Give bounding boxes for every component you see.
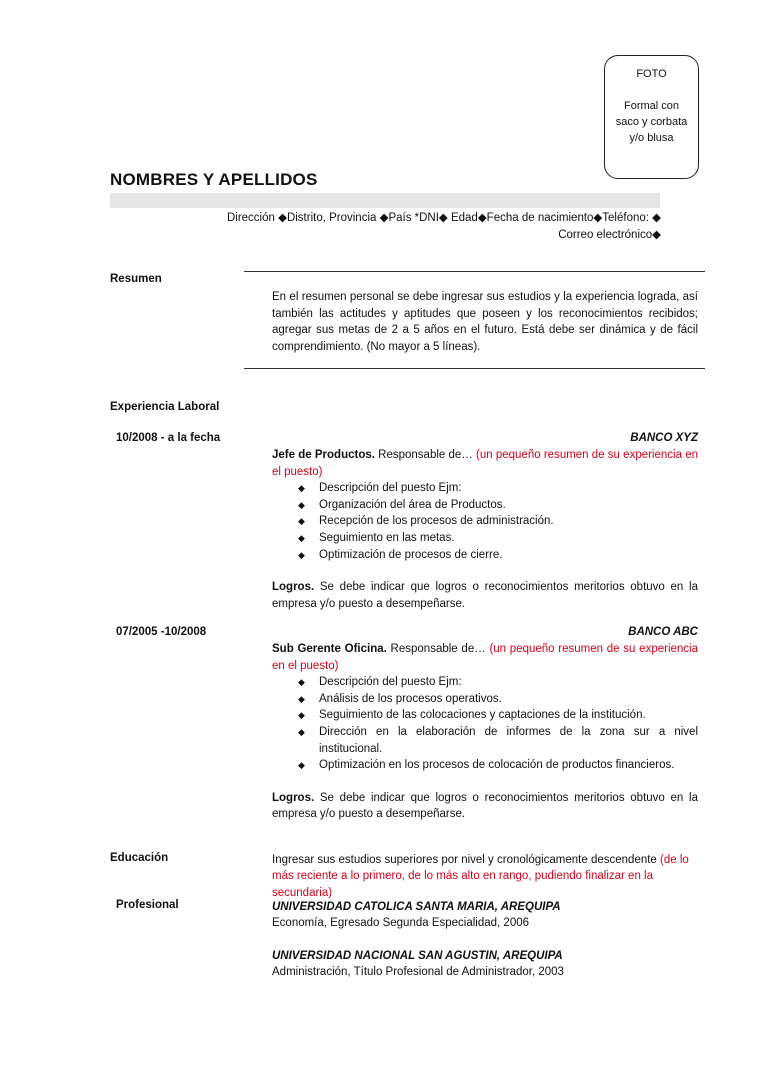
job-1-achievements: Logros. Se debe indicar que logros o reconocimientos meritorios obtuvo en la empresa y/o puesto a desempeñarse. (272, 581, 698, 610)
summary-text: En el resumen personal se debe ingresar sus estudios y la experiencia lograda, así también las actitudes y aptitudes que poseen y los reconocimientos recibidos; agregar sus metas de 2 a 5 años en el futuro. Está debe ser dinámica y de fácil comprendimiento. (No mayor a 5 líneas). (272, 291, 698, 353)
experience-label: Experiencia Laboral (110, 401, 220, 413)
list-item: ◆ Dirección en la elaboración de informes de la zona sur a nivel institucional. (298, 725, 698, 755)
list-item: ◆ Optimización en los procesos de colocación de productos financieros. (272, 757, 698, 774)
diamond-bullet-icon: ◆ (298, 710, 305, 721)
diamond-bullet-icon: ◆ (298, 499, 305, 510)
job-2-achievements-label: Logros. (272, 791, 315, 804)
summary-label: Resumen (110, 273, 162, 285)
education-2-degree: Administración, Título Profesional de Administrador, 2003 (272, 966, 564, 979)
photo-title: FOTO (636, 68, 667, 80)
job-1-responsible: Responsable de… (374, 449, 477, 461)
list-item: ◆ Seguimiento de las colocaciones y captaciones de la institución. (272, 707, 698, 724)
education-2-institution: UNIVERSIDAD NACIONAL SAN AGUSTIN, AREQUIPA (272, 949, 563, 962)
list-item: ◆ Recepción de los procesos de administración. (272, 513, 698, 530)
contact-line-1: Dirección ◆Distrito, Provincia ◆País *DNI◆ Edad◆Fecha de nacimiento◆Teléfono: ◆ (226, 212, 661, 224)
list-item: ◆ Seguimiento en las metas. (272, 530, 698, 547)
job-2-heading (272, 641, 698, 674)
list-item: ◆ Descripción del puesto Ejm: (272, 674, 698, 691)
diamond-bullet-icon: ◆ (298, 516, 305, 527)
job-1-title: Jefe de Productos. (272, 449, 375, 461)
list-item: ◆ Descripción del puesto Ejm: (272, 480, 698, 497)
list-item: ◆ Análisis de los procesos operativos. (272, 691, 698, 708)
job-2-dates: 07/2005 -10/2008 (116, 626, 207, 638)
job-2-company: BANCO ABC (628, 626, 698, 638)
full-name: NOMBRES Y APELLIDOS (110, 170, 318, 189)
diamond-bullet-icon: ◆ (298, 760, 305, 771)
job-2-title: Sub Gerente Oficina. (272, 643, 387, 655)
job-1-company: BANCO XYZ (630, 432, 698, 444)
contact-line-2: Correo electrónico◆ (558, 229, 661, 241)
education-sublabel: Profesional (116, 899, 179, 911)
list-item: ◆ Organización del área de Productos. (272, 497, 698, 514)
education-label: Educación (110, 852, 169, 864)
job-2-block (272, 641, 698, 823)
job-1-achievements-label: Logros. (272, 581, 315, 594)
job-1-heading (272, 447, 698, 480)
job-1-dates: 10/2008 - a la fecha (116, 432, 221, 444)
diamond-bullet-icon: ◆ (298, 532, 305, 543)
education-entries (272, 899, 702, 981)
diamond-bullet-icon: ◆ (298, 483, 305, 494)
education-intro (272, 852, 702, 901)
education-intro-text: Ingresar sus estudios superiores por nivel y cronológicamente descendente (272, 854, 661, 866)
education-intro-note: (de lo más reciente a lo primero, de lo más alto en rango, pudiendo finalizar en la secundaria) (272, 854, 689, 899)
job-1-block (272, 447, 698, 612)
job-2-responsible: Responsable de… (386, 643, 490, 655)
summary-top-rule (244, 271, 705, 272)
summary-bottom-rule (244, 368, 705, 369)
photo-description: Formal con saco y corbata y/o blusa (615, 100, 688, 144)
job-1-note: (un pequeño resumen de su experiencia en el puesto) (272, 449, 698, 478)
job-2-note: (un pequeño resumen de su experiencia en el puesto) (272, 643, 698, 672)
name-divider-band (110, 193, 660, 208)
education-1-institution: UNIVERSIDAD CATOLICA SANTA MARIA, AREQUIPA (272, 901, 561, 913)
diamond-bullet-icon: ◆ (298, 726, 305, 737)
job-1-duties (272, 480, 698, 563)
photo-placeholder (604, 55, 699, 179)
diamond-bullet-icon: ◆ (298, 549, 305, 560)
list-item: ◆ Optimización de procesos de cierre. (272, 547, 698, 564)
job-2-duties (272, 674, 698, 774)
diamond-bullet-icon: ◆ (298, 693, 305, 704)
job-2-achievements: Logros. Se debe indicar que logros o reconocimientos meritorios obtuvo en la empresa y/o puesto a desempeñarse. (272, 791, 698, 821)
diamond-bullet-icon: ◆ (298, 677, 305, 688)
education-1-degree: Economía, Egresado Segunda Especialidad, 2006 (272, 917, 530, 930)
